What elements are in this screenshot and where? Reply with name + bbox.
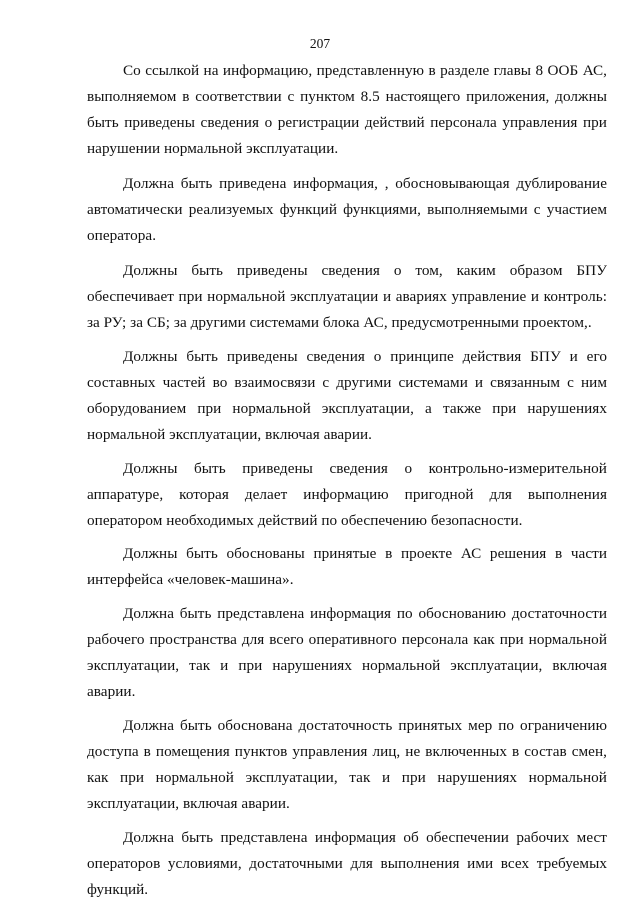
paragraph-workplace-conditions: Должна быть представлена информация об обеспечении рабочих мест операторов условиями, достаточными для выполнения ими всех требуемых функций. <box>87 829 607 898</box>
paragraph-access-restriction: Должна быть обоснована достаточность принятых мер по ограничению доступа в помещения пунктов управления лиц, не включенных в состав смен, как при нормальной эксплуатации, так и при нарушениях нормальной эксплуатации, включая аварии. <box>87 717 607 812</box>
paragraph-instrumentation: Должны быть приведены сведения о контрольно-измерительной аппаратуре, которая делает информацию пригодной для выполнения оператором необходимых действий по обеспечению безопасности. <box>87 460 607 529</box>
paragraph-control-room-control: Должны быть приведены сведения о том, каким образом БПУ обеспечивает при нормальной эксплуатации и авариях управление и контроль: за РУ; за СБ; за другими системами блока АС, предусмотренными проектом,. <box>87 262 607 331</box>
paragraph-human-machine-interface: Должны быть обоснованы принятые в проекте АС решения в части интерфейса «человек-машина». <box>87 545 607 588</box>
body-text <box>87 58 607 911</box>
paragraph-workspace-sufficiency: Должна быть представлена информация по обоснованию достаточности рабочего пространства для всего оперативного персонала как при нормальной эксплуатации, так и при нарушениях нормальной эксплуатации, включая аварии. <box>87 605 607 700</box>
paragraph-function-duplication: Должна быть приведена информация, , обосновывающая дублирование автоматически реализуемых функций функциями, выполняемыми с участием оператора. <box>87 175 607 244</box>
paragraph-control-room-principle: Должны быть приведены сведения о принципе действия БПУ и его составных частей во взаимосвязи с другими системами и связанным с ним оборудованием при нормальной эксплуатации, а также при нарушениях нормальной эксплуатации, включая аварии. <box>87 348 607 443</box>
paragraph-operator-actions-registration: Со ссылкой на информацию, представленную в разделе главы 8 ООБ АС, выполняемом в соответствии с пунктом 8.5 настоящего приложения, должны быть приведены сведения о регистрации действий персонала управления при нарушении нормальной эксплуатации. <box>87 62 607 157</box>
page-number: 207 <box>309 36 331 51</box>
